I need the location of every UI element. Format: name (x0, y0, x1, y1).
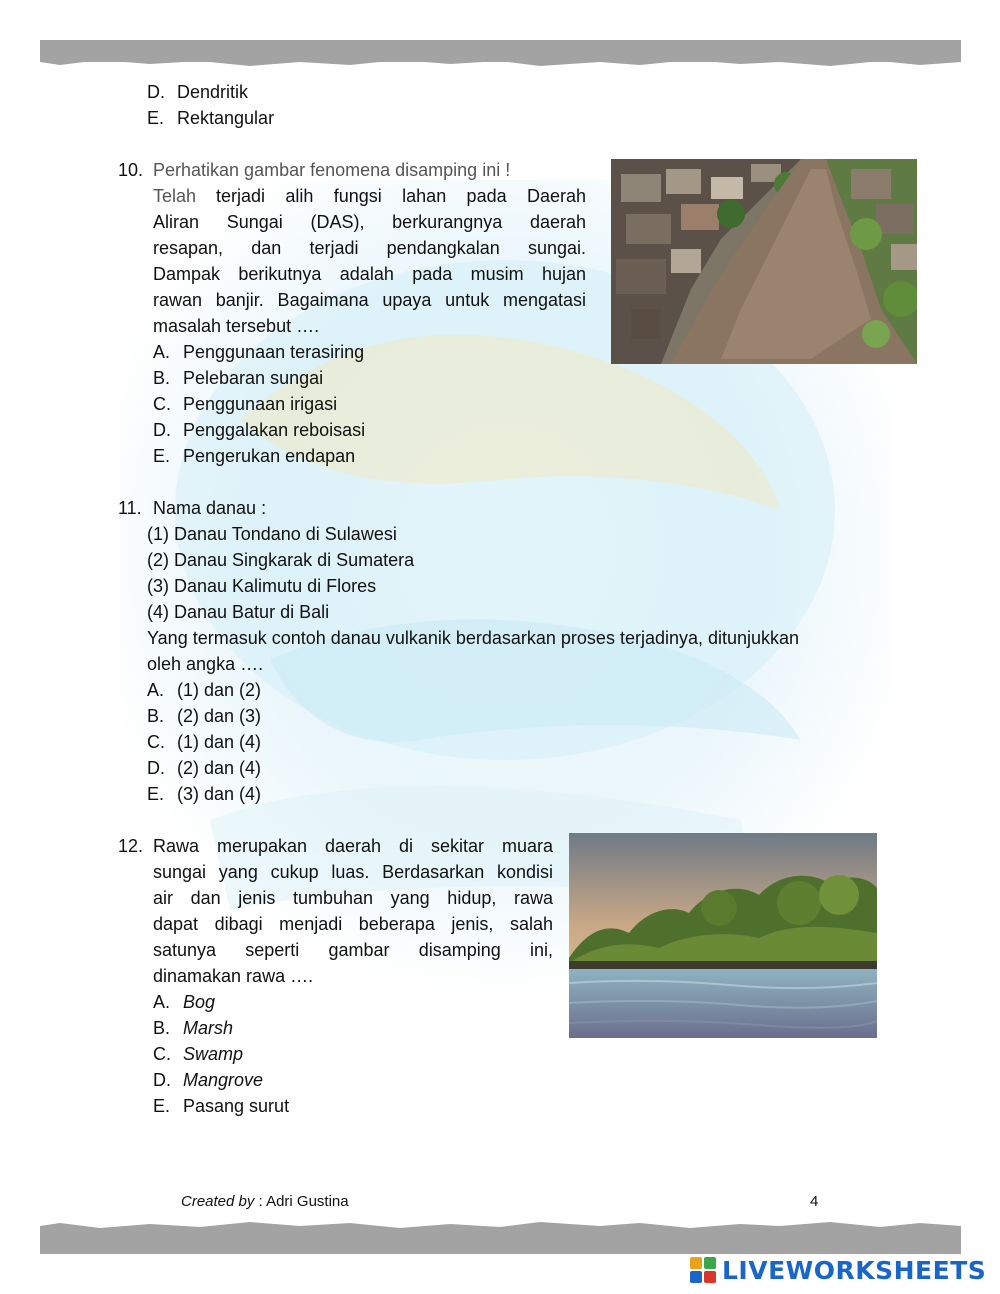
q11-option-c-letter: C. (147, 732, 165, 752)
q11-stem-line: oleh angka …. (147, 654, 264, 674)
q12-option-e-letter: E. (153, 1096, 171, 1116)
footer-separator: : (254, 1193, 267, 1210)
q12-option-b-letter: B. (153, 1018, 171, 1038)
q11-item: (2) Danau Singkarak di Sumatera (147, 550, 415, 570)
q10-lead-word: Telah (153, 186, 197, 206)
q10-option-b-letter: B. (153, 368, 171, 388)
q10-option-d-text: Penggalakan reboisasi (183, 420, 366, 440)
q12-stem-line: air dan jenis tumbuhan yang hidup, rawa (153, 888, 553, 908)
q9-option-e-text: Rektangular (177, 108, 275, 128)
q12-stem-line: dapat dibagi menjadi beberapa jenis, salah (153, 914, 553, 934)
q11-option-c-text: (1) dan (4) (177, 732, 262, 752)
q11-option-a-letter: A. (147, 680, 165, 700)
footer-created-by-label: Created by (181, 1193, 255, 1210)
page-number: 4 (810, 1193, 819, 1210)
q12-option-c-letter: C. (153, 1044, 171, 1064)
q10-intro: Perhatikan gambar fenomena disamping ini ! (153, 160, 511, 180)
q10-stem-line: terjadi alih fungsi lahan pada Daerah (216, 186, 586, 206)
q12-option-d-text: Mangrove (183, 1070, 264, 1090)
q10-option-e-text: Pengerukan endapan (183, 446, 356, 466)
q10-option-d-letter: D. (153, 420, 171, 440)
q11-option-e-text: (3) dan (4) (177, 784, 262, 804)
footer-credit (181, 1193, 349, 1210)
q11-stem-line: Yang termasuk contoh danau vulkanik berdasarkan proses terjadinya, ditunjukkan (147, 628, 800, 648)
q9-option-d-letter: D. (147, 82, 165, 102)
q11-option-b-text: (2) dan (3) (177, 706, 262, 726)
header-torn-edge (40, 58, 961, 68)
q12-stem-line: Rawa merupakan daerah di sekitar muara (153, 836, 553, 856)
q12-option-d-letter: D. (153, 1070, 171, 1090)
q12-stem-line: sungai yang cukup luas. Berdasarkan kondisi (153, 862, 553, 882)
q11-item: (1) Danau Tondano di Sulawesi (147, 524, 397, 544)
q9-option-d-text: Dendritik (177, 82, 249, 102)
q12-stem-line: satunya seperti gambar disamping ini, (153, 940, 553, 960)
q10-stem-line: Aliran Sungai (DAS), berkurangnya daerah (153, 212, 586, 232)
q11-item: (3) Danau Kalimutu di Flores (147, 576, 377, 596)
liveworksheets-grid-icon (690, 1257, 716, 1283)
q11-option-b-letter: B. (147, 706, 165, 726)
q10-option-b-text: Pelebaran sungai (183, 368, 324, 388)
q11-option-d-text: (2) dan (4) (177, 758, 262, 778)
q10-option-c-text: Penggunaan irigasi (183, 394, 338, 414)
q10-stem-line: masalah tersebut …. (153, 316, 320, 336)
footer-torn-band (40, 1228, 961, 1254)
q12-mangrove-photo (569, 833, 877, 1038)
q10-option-a-letter: A. (153, 342, 171, 362)
q10-option-c-letter: C. (153, 394, 171, 414)
q10-stem-line: rawan banjir. Bagaimana upaya untuk mengatasi (153, 290, 586, 310)
q12-stem-line: dinamakan rawa …. (153, 966, 314, 986)
q11-option-a-text: (1) dan (2) (177, 680, 262, 700)
q10-stem-line: Dampak berikutnya adalah pada musim hujan (153, 264, 586, 284)
q10-river-photo (611, 159, 917, 364)
q9-option-e-letter: E. (147, 108, 165, 128)
q12-option-b-text: Marsh (183, 1018, 234, 1038)
q12-option-a-text: Bog (183, 992, 216, 1012)
q12-option-c-text: Swamp (183, 1044, 244, 1064)
q10-option-a-text: Penggunaan terasiring (183, 342, 365, 362)
q11-option-e-letter: E. (147, 784, 165, 804)
liveworksheets-logo (690, 1255, 986, 1285)
q11-item: (4) Danau Batur di Bali (147, 602, 330, 622)
liveworksheets-wordmark: LIVEWORKSHEETS (722, 1255, 987, 1285)
q10-stem-line: resapan, dan terjadi pendangkalan sungai. (153, 238, 586, 258)
q12-number: 12. (118, 836, 144, 856)
q11-title: Nama danau : (153, 498, 267, 518)
q10-option-e-letter: E. (153, 446, 171, 466)
q11-option-d-letter: D. (147, 758, 165, 778)
q11-number: 11. (118, 498, 142, 518)
q12-option-a-letter: A. (153, 992, 171, 1012)
q10-number: 10. (118, 160, 144, 180)
q12-option-e-text: Pasang surut (183, 1096, 290, 1116)
footer-author: Adri Gustina (266, 1193, 349, 1210)
